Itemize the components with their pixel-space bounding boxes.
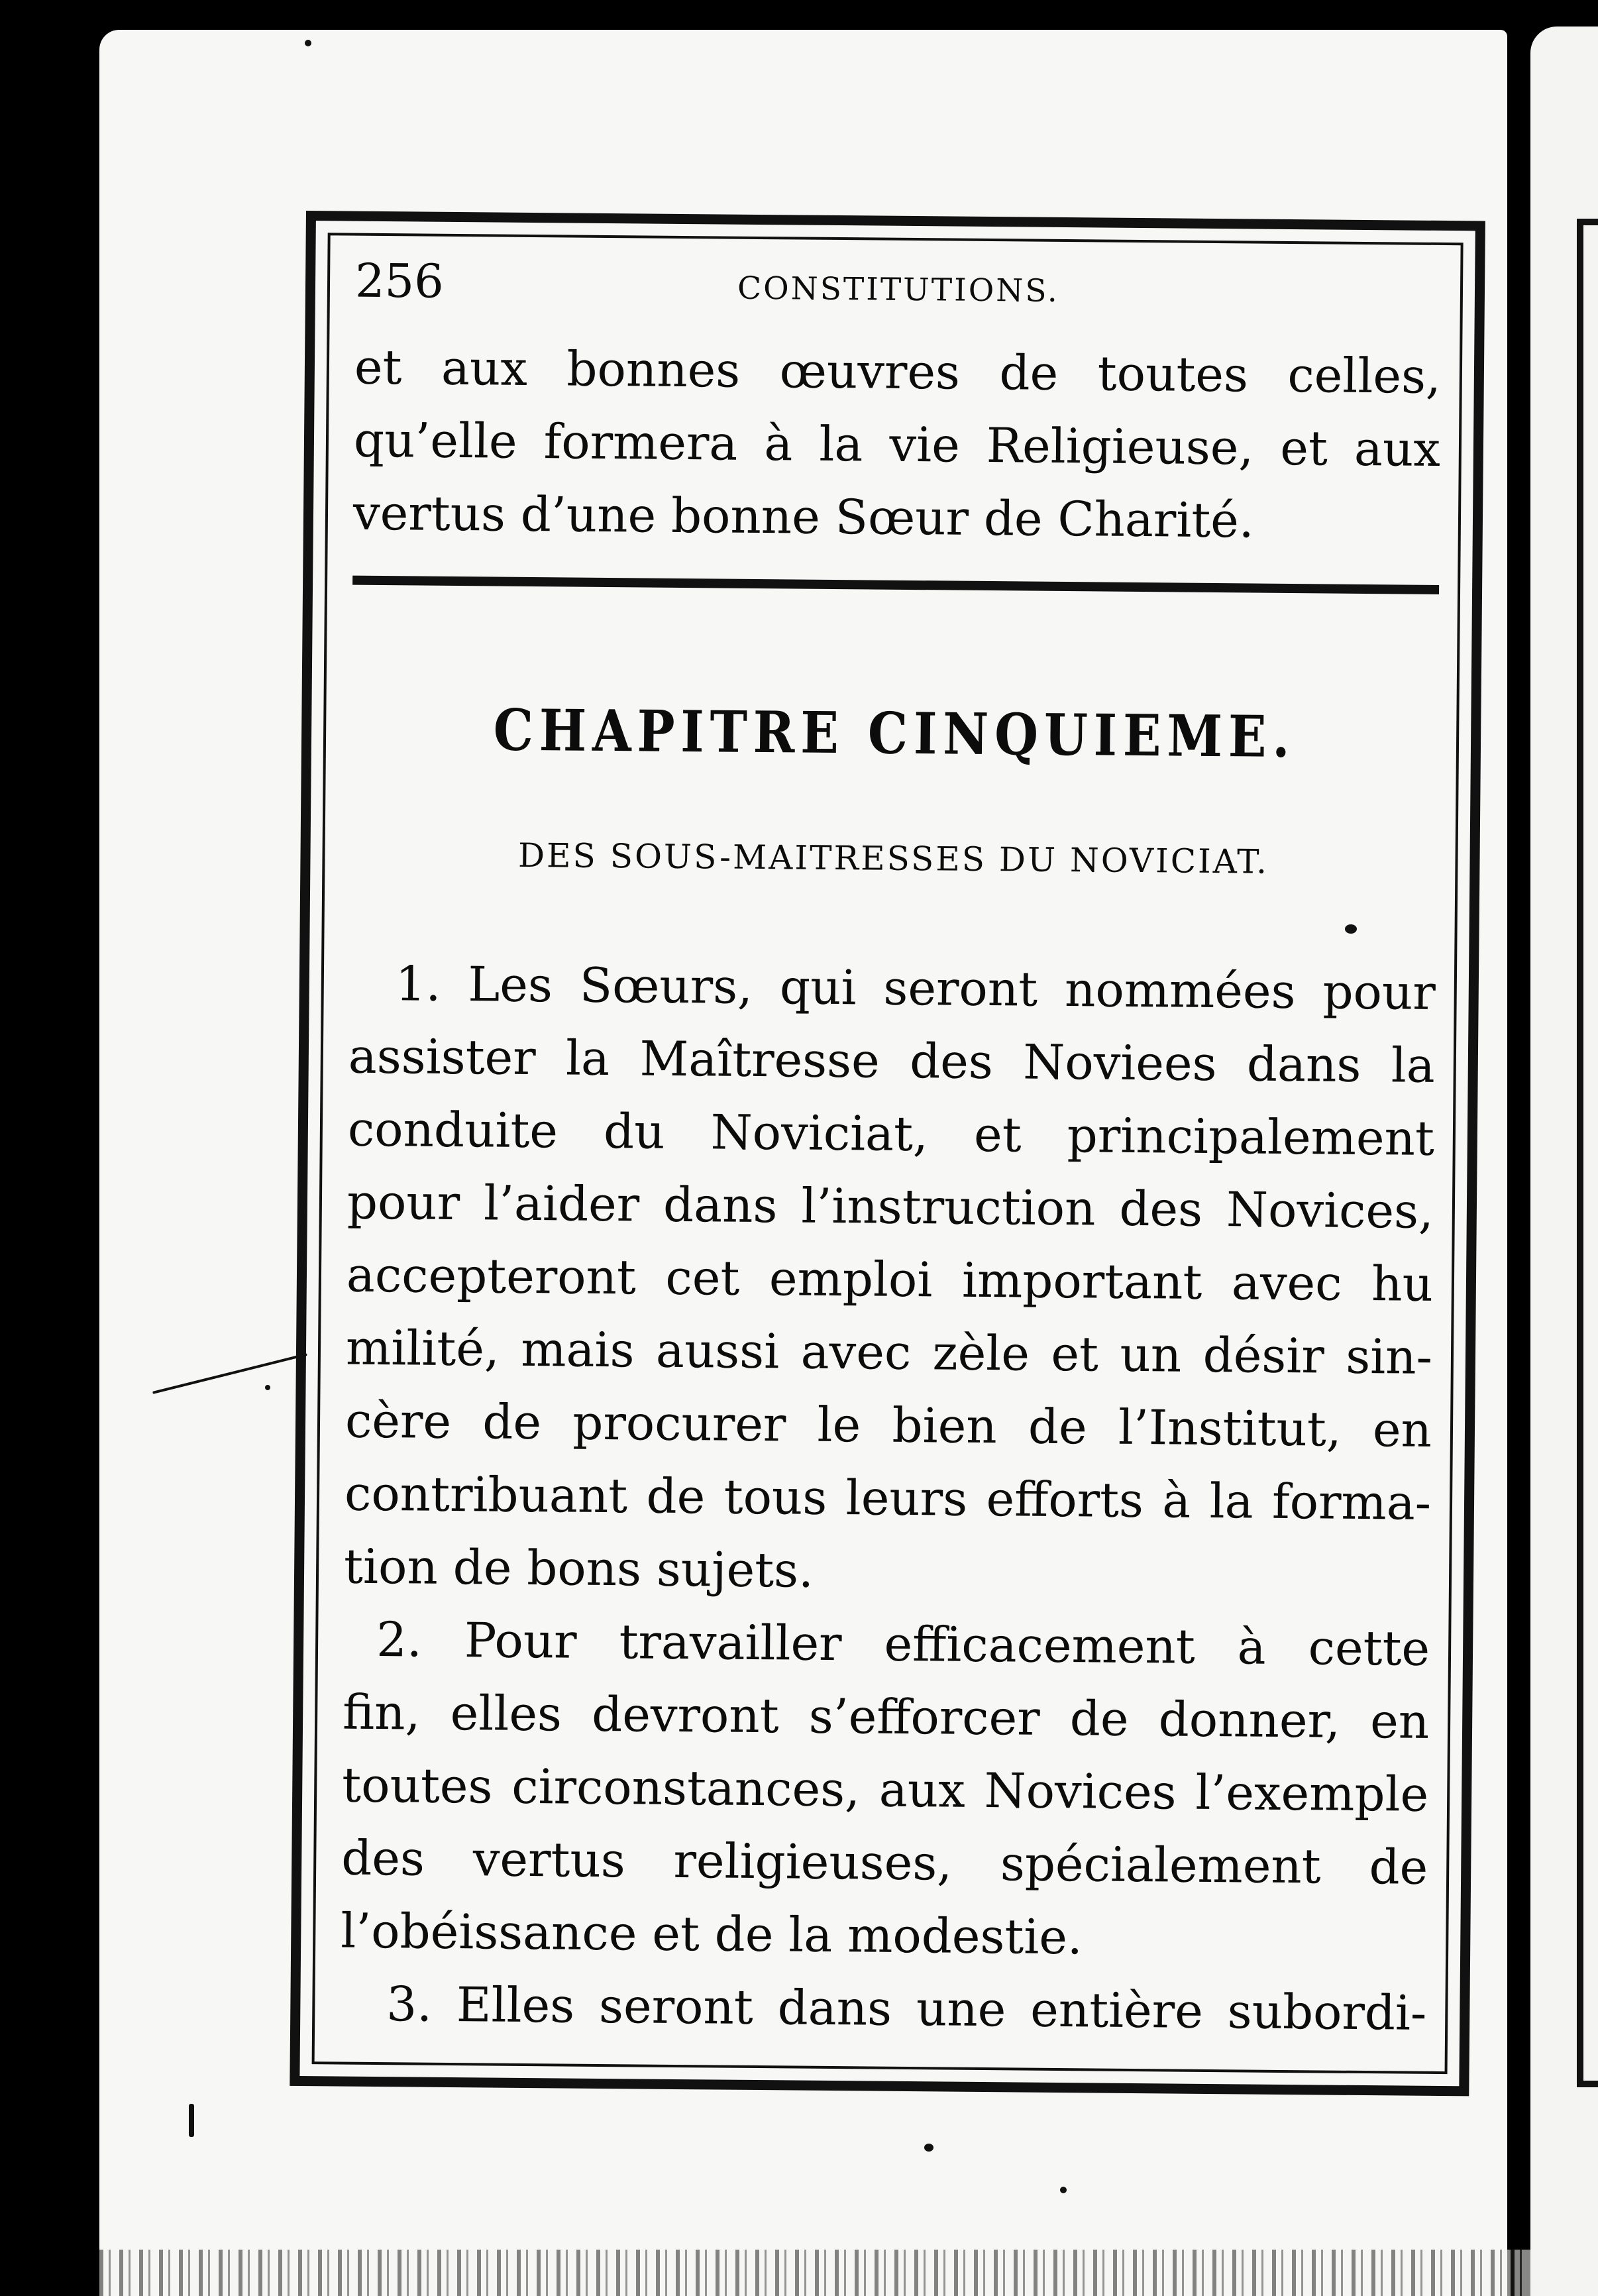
speck <box>924 2144 933 2152</box>
body-line: tion de bons sujets. <box>343 1538 814 1598</box>
continuation-line: qu’elle formera à la vie Religieuse, et aux <box>353 411 1441 477</box>
body-line: pour l’aider dans l’instruction des Novices, <box>346 1174 1434 1239</box>
section-divider <box>352 576 1439 594</box>
body-line: accepteront cet emploi important avec hu <box>346 1246 1434 1312</box>
next-page-frame <box>1577 219 1598 2087</box>
chapter-title: CHAPITRE CINQUIEME. <box>493 696 1296 771</box>
continuation-line: et aux bonnes œuvres de toutes celles, <box>354 339 1442 404</box>
speck <box>189 2104 194 2137</box>
body-line: assister la Maîtresse des Noviees dans la <box>348 1028 1436 1093</box>
body-line: conduite du Noviciat, et principalement <box>347 1101 1435 1166</box>
speck <box>305 40 311 46</box>
running-title: CONSTITUTIONS. <box>737 270 1060 309</box>
body-line: 3. Elles seront dans une entière subordi- <box>386 1976 1427 2041</box>
section-heading: DES SOUS-MAITRESSES DU NOVICIAT. <box>517 836 1269 881</box>
speck <box>265 1385 270 1390</box>
speck <box>1060 2187 1067 2193</box>
page-content <box>340 253 1442 2050</box>
body-line: milité, mais aussi avec zèle et un désir sin- <box>345 1319 1433 1385</box>
page-frame <box>290 211 1485 2096</box>
body-line: fin, elles devront s’efforcer de donner, en <box>342 1684 1430 1749</box>
body-line: toutes circonstances, aux Novices l’exemple <box>341 1757 1429 1822</box>
torn-bottom-edge <box>99 2250 1530 2296</box>
continuation-line: vertus d’une bonne Sœur de Charité. <box>352 484 1255 549</box>
page-number: 256 <box>354 253 445 309</box>
body-line: des vertus religieuses, spécialement de <box>341 1830 1428 1895</box>
running-head <box>354 253 1442 340</box>
next-page-edge <box>1530 27 1598 2296</box>
body-line: contribuant de tous leurs efforts à la forma- <box>344 1465 1432 1531</box>
body-line: l’obéissance et de la modestie. <box>340 1902 1083 1965</box>
body-line: cère de procurer le bien de l’Institut, en <box>345 1392 1432 1458</box>
body-line: 1. Les Sœurs, qui seront nommées pour <box>395 956 1436 1020</box>
body-line: 2. Pour travailler efficacement à cette <box>376 1612 1430 1676</box>
